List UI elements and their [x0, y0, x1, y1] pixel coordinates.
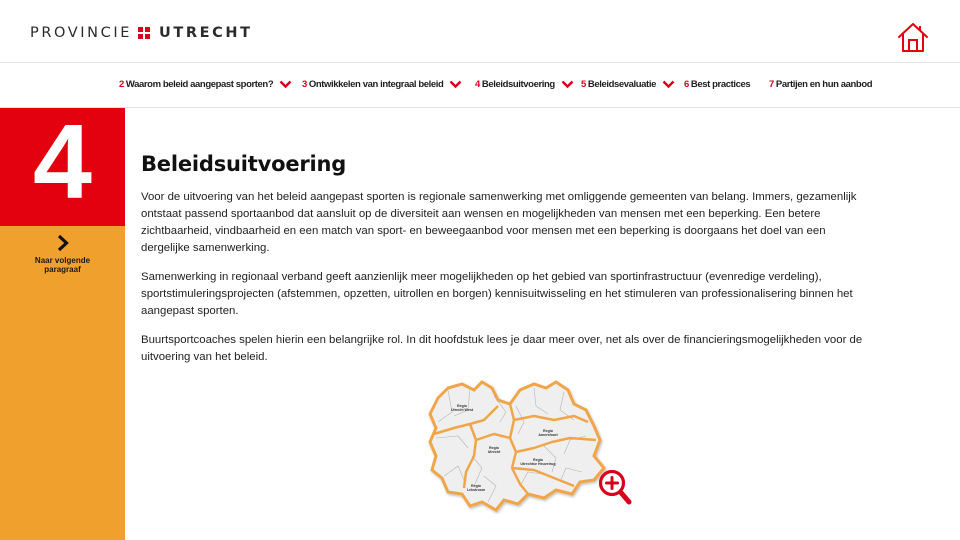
chapter-sidebar: [0, 103, 125, 540]
nav-item-number: 7: [769, 79, 774, 90]
chapter-number: 4: [33, 103, 92, 221]
nav-item-integraal-beleid[interactable]: [302, 62, 462, 107]
zoom-map-button[interactable]: [597, 468, 633, 508]
region-map[interactable]: [424, 376, 610, 514]
chevron-right-icon: [56, 234, 70, 252]
nav-item-number: 5: [581, 79, 586, 90]
chevron-down-icon: [449, 80, 462, 89]
province-outline: [430, 382, 604, 510]
nav-item-label: Waarom beleid aangepast sporten?: [125, 79, 274, 90]
region-label-utrecht-line1: Regio: [489, 446, 499, 450]
nav-item-number: 2: [119, 79, 124, 90]
logo-text-provincie: PROVINCIE: [30, 25, 132, 41]
nav-item-number: 3: [302, 79, 307, 90]
top-header: [0, 0, 960, 63]
region-label-amersfoort-line2: Amersfoort: [538, 433, 558, 437]
region-map-illustration: [424, 376, 610, 514]
chapter-number-box: [0, 103, 125, 226]
logo-text-utrecht: UTRECHT: [158, 25, 253, 41]
cooperation-paragraph: Samenwerking in regionaal verband geeft aanzienlijk meer mogelijkheden op het gebied van sportinfrastructuur (evenredige verdeling), sportstimuleringsprojecten (afstemmen, opzetten, uitrollen en borgen) kennisuitwisseling en het stimuleren van professionalisering binnen het aangepast sporten.: [141, 271, 853, 317]
sportcoaches-paragraph: Buurtsportcoaches spelen hierin een belangrijke rol. In dit hoofdstuk lees je daar meer over, net als over de financieringsmogelijkheden voor de uitvoering van het beleid.: [141, 334, 863, 363]
nav-item-label: Beleidsuitvoering: [481, 79, 555, 90]
chapter-nav: [0, 62, 960, 108]
main-content: [141, 152, 876, 378]
nav-item-number: 4: [475, 79, 480, 90]
home-button[interactable]: [896, 20, 930, 54]
chevron-down-icon: [279, 80, 292, 89]
nav-item-label: Best practices: [690, 79, 751, 90]
region-label-utrecht-line2: Utrecht: [487, 450, 501, 454]
region-label-heuvelrug-line2: Utrechtse Heuvelrug: [520, 462, 556, 466]
nav-item-partijen[interactable]: [769, 62, 872, 107]
province-logo[interactable]: [30, 24, 253, 42]
intro-paragraph: Voor de uitvoering van het beleid aangepast sporten is regionale samenwerking met omliggende gemeenten van belang. Immers, gezamenlijk ontstaat passend sportaanbod dat aansluit op de diversiteit aan wensen en mogelijkheden van mensen met een beperking. Een betere zichtbaarheid, vindbaarheid en een match van sport- en beweegaanbod voor mensen met een beperking is doorgaans het doel van een dergelijke samenwerking.: [141, 191, 857, 254]
home-icon: [896, 20, 930, 54]
next-section-label: Naar volgende paragraaf: [34, 256, 91, 274]
logo-mark-icon: [138, 27, 150, 39]
nav-item-beleidsevaluatie[interactable]: [581, 62, 675, 107]
nav-item-label: Ontwikkelen van integraal beleid: [308, 79, 444, 90]
nav-item-beleidsuitvoering[interactable]: [475, 62, 574, 107]
region-label-utrecht-west-line1: Regio: [457, 404, 467, 408]
nav-item-label: Beleidsevaluatie: [587, 79, 656, 90]
chevron-down-icon: [561, 80, 574, 89]
zoom-in-icon: [597, 468, 633, 508]
page-title: Beleidsuitvoering: [141, 152, 347, 176]
nav-item-best-practices[interactable]: [684, 62, 750, 107]
nav-item-number: 6: [684, 79, 689, 90]
region-label-lekstroom-line2: Lekstroom: [466, 488, 486, 492]
nav-item-label: Partijen en hun aanbod: [775, 79, 873, 90]
region-label-amersfoort-line1: Regio: [543, 429, 553, 433]
nav-item-waarom-beleid[interactable]: [119, 62, 292, 107]
next-section-link[interactable]: [0, 234, 125, 274]
region-label-lekstroom-line1: Regio: [471, 484, 481, 488]
region-label-heuvelrug-line1: Regio: [533, 458, 543, 462]
chevron-down-icon: [662, 80, 675, 89]
region-label-utrecht-west-line2: Utrecht West: [450, 408, 474, 412]
